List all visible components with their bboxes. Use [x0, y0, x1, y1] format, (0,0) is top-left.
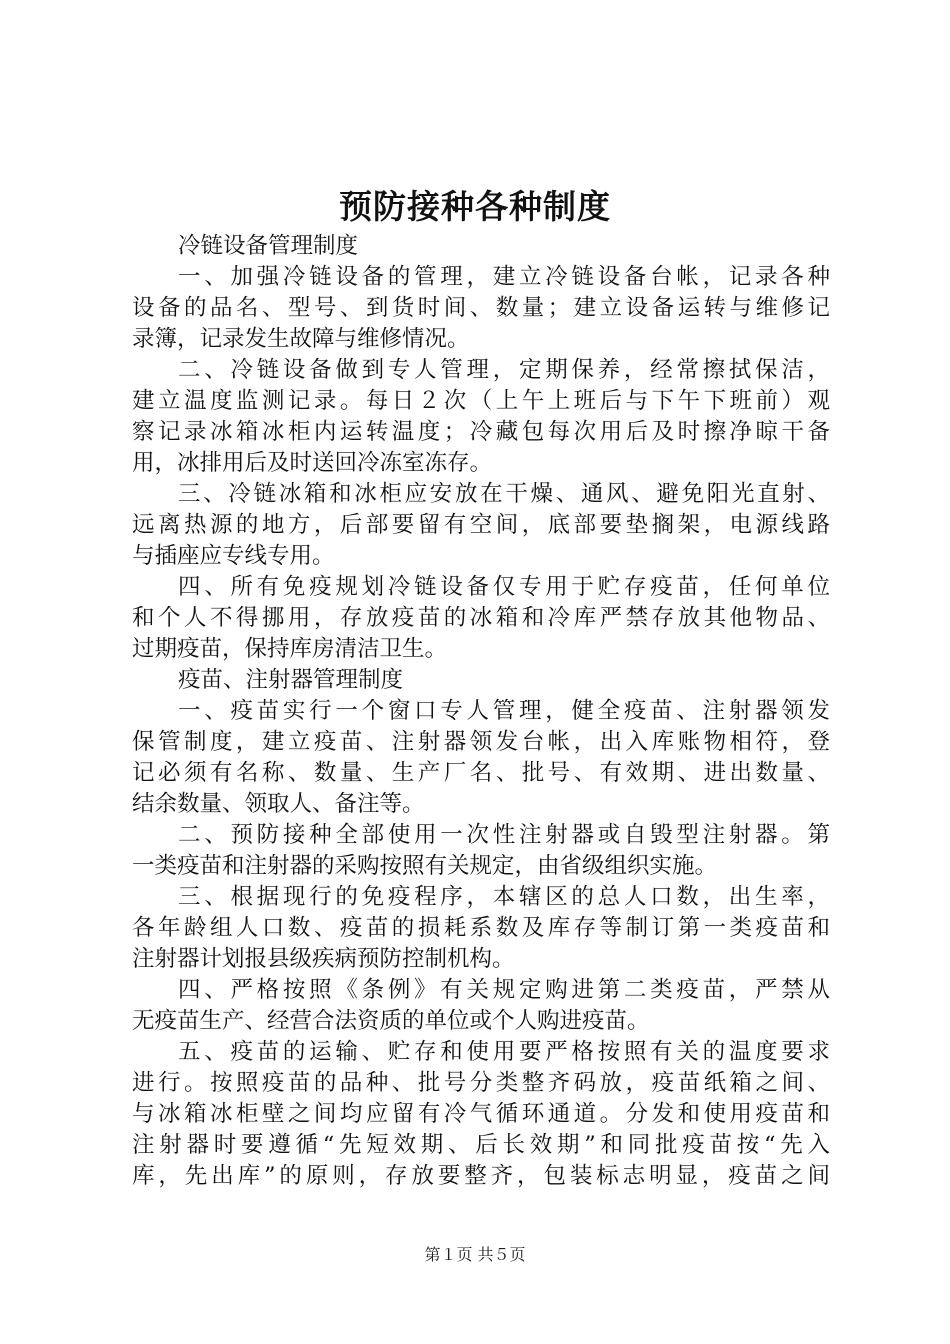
- text-line: 过期疫苗，保持库房清洁卫生。: [132, 636, 448, 662]
- text-line: 一类疫苗和注射器的采购按照有关规定，由省级组织实施。: [132, 853, 718, 879]
- text-line: 建立温度监测记录。每日２次（上午上班后与下午下班前）观: [132, 388, 830, 414]
- text-line: 结余数量、领取人、备注等。: [132, 791, 425, 817]
- text-line: 察记录冰箱冰柜内运转温度；冷藏包每次用后及时擦净晾干备: [132, 419, 830, 445]
- document-body: [132, 231, 830, 1192]
- text-line: 与冰箱冰柜壁之间均应留有冷气循环通道。分发和使用疫苗和: [132, 1101, 830, 1127]
- text-line: 一、疫苗实行一个窗口专人管理，健全疫苗、注射器领发: [178, 698, 830, 724]
- text-line: 五、疫苗的运输、贮存和使用要严格按照有关的温度要求: [178, 1039, 830, 1065]
- document-title: 预防接种各种制度: [339, 187, 611, 226]
- text-line: 远离热源的地方，后部要留有空间，底部要垫搁架，电源线路: [132, 512, 830, 538]
- text-line: 三、根据现行的免疫程序，本辖区的总人口数，出生率，: [178, 884, 830, 910]
- text-line: 用，冰排用后及时送回冷冻室冻存。: [132, 450, 493, 476]
- text-line: 二、冷链设备做到专人管理，定期保养，经常擦拭保洁，: [178, 357, 830, 383]
- page-footer: 第１页 共５页: [424, 1245, 526, 1264]
- section-heading: 冷链设备管理制度: [178, 233, 359, 259]
- text-line: 一、加强冷链设备的管理，建立冷链设备台帐，记录各种: [178, 264, 830, 290]
- text-line: 保管制度，建立疫苗、注射器领发台帐，出入库账物相符，登: [132, 729, 830, 755]
- text-line: 库，先出库”的原则，存放要整齐，包装标志明显，疫苗之间: [132, 1163, 830, 1189]
- text-line: 记必须有名称、数量、生产厂名、批号、有效期、进出数量、: [132, 760, 830, 786]
- text-line: 二、预防接种全部使用一次性注射器或自毁型注射器。第: [178, 822, 830, 848]
- text-line: 与插座应专线专用。: [132, 543, 335, 569]
- text-line: 各年龄组人口数、疫苗的损耗系数及库存等制订第一类疫苗和: [132, 915, 830, 941]
- text-line: 四、所有免疫规划冷链设备仅专用于贮存疫苗，任何单位: [178, 574, 830, 600]
- text-line: 录簿，记录发生故障与维修情况。: [132, 326, 470, 352]
- text-line: 三、冷链冰箱和冰柜应安放在干燥、通风、避免阳光直射、: [178, 481, 830, 507]
- text-line: 无疫苗生产、经营合法资质的单位或个人购进疫苗。: [132, 1008, 650, 1034]
- text-line: 设备的品名、型号、到货时间、数量；建立设备运转与维修记: [132, 295, 830, 321]
- text-line: 进行。按照疫苗的品种、批号分类整齐码放，疫苗纸箱之间、: [132, 1070, 830, 1096]
- text-line: 注射器计划报县级疾病预防控制机构。: [132, 946, 515, 972]
- text-line: 注射器时要遵循“先短效期、后长效期”和同批疫苗按“先入: [132, 1132, 830, 1158]
- section-heading: 疫苗、注射器管理制度: [178, 667, 404, 693]
- text-line: 和个人不得挪用，存放疫苗的冰箱和冷库严禁存放其他物品、: [132, 605, 830, 631]
- text-line: 四、严格按照《条例》有关规定购进第二类疫苗，严禁从: [178, 977, 830, 1003]
